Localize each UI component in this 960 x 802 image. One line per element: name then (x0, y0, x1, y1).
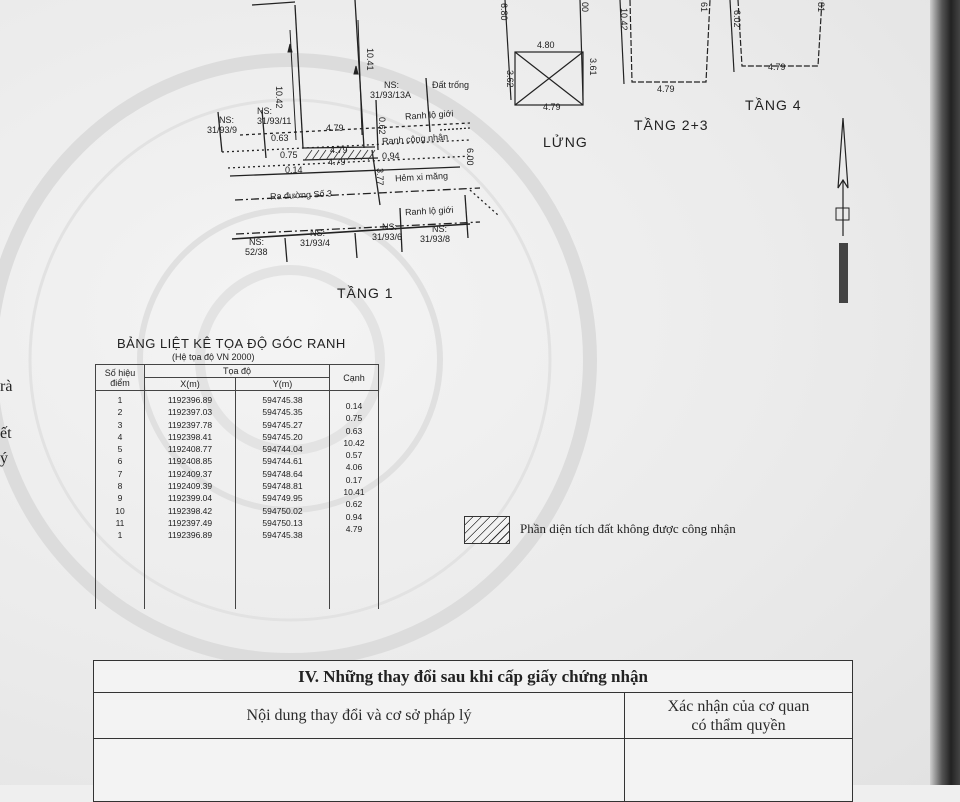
x-coord-cell: 1192397.03 (167, 407, 213, 418)
neighbor-label-31-93-11: NS: 31/93/11 (257, 106, 292, 126)
label-ranh-cong-nhan: Ranh công nhận (381, 131, 449, 147)
dim-top-width: 4.79 (326, 123, 344, 133)
floor-title-ground: TẦNG 1 (337, 285, 394, 301)
dim-right-side: 10.41 (365, 48, 375, 71)
x-coord-cell: 1192398.42 (167, 505, 213, 516)
label-ra-duong-so-3: Ra đường Số 3 (269, 188, 333, 202)
dim-floor4-81: 81 (816, 2, 826, 13)
edge-length-cell: 10.41 (343, 487, 365, 498)
x-coord-cell: 1192409.37 (167, 468, 213, 479)
y-coord-cell: 594744.04 (262, 444, 303, 455)
dim-6-00: 6.00 (465, 148, 475, 166)
neighbor-label-31-93-4: NS: 31/93/4 (300, 228, 331, 248)
x-coord-cell: 1192409.39 (167, 481, 213, 492)
legend-text: Phần diện tích đất không được công nhận (520, 521, 736, 536)
dim-0-75: 0.75 (280, 150, 298, 160)
dim-mid-width: 4.79 (330, 145, 348, 155)
floor-title-floor-4: TẦNG 4 (745, 97, 802, 113)
point-id-cell: 1 (117, 530, 123, 541)
changes-column-content: Nội dung thay đổi và cơ sở pháp lý (94, 693, 625, 738)
dim-0-63: 0.63 (271, 133, 289, 143)
dim-mezz-6-80: 6.80 (499, 3, 509, 21)
edge-length-cell: 0.14 (345, 401, 363, 411)
header-coord: Tọa độ (145, 365, 330, 378)
dim-floor4-width: 4.79 (768, 62, 786, 72)
north-arrow-icon (828, 118, 858, 308)
dim-mezz-00: 00 (580, 2, 590, 13)
y-coord-cell: 594745.35 (262, 407, 303, 418)
x-coord-cell: 1192398.41 (167, 431, 213, 442)
label-ranh-lo-gioi-bottom: Ranh lộ giới (404, 204, 454, 218)
dim-floor23-side: 10.42 (619, 8, 629, 31)
point-id-cell: 4 (117, 431, 123, 442)
neighbor-label-31-93-9: NS: 31/93/9 (207, 115, 238, 135)
left-text-fragment: rà (0, 378, 13, 395)
x-coord-cell: 1192397.78 (167, 419, 213, 430)
point-id-cell: 8 (117, 481, 123, 492)
point-id-cell: 6 (117, 456, 123, 467)
left-text-fragment: ý (0, 450, 8, 467)
label-ranh-lo-gioi-top: Ranh lộ giới (404, 108, 454, 122)
header-edge: Cạnh (330, 365, 379, 391)
changes-content-cell[interactable] (94, 739, 625, 802)
edge-length-cell: 10.42 (343, 437, 365, 448)
floors-2-3-plan (620, 0, 710, 84)
dim-floor4-side: 6.02 (732, 10, 742, 28)
dim-floor23-61: 61 (699, 2, 709, 13)
changes-column-confirm: Xác nhận của cơ quan có thẩm quyền (667, 698, 810, 734)
dim-0-14: 0.14 (285, 165, 303, 175)
neighbor-label-31-93-8: NS: 31/93/8 (420, 224, 451, 244)
y-coord-cell: 594750.13 (262, 517, 303, 528)
x-coord-cell: 1192396.89 (167, 530, 213, 541)
y-coord-cell: 594745.27 (262, 419, 303, 430)
neighbor-label-52-38: NS: 52/38 (245, 237, 268, 257)
y-coord-cell: 594744.61 (262, 456, 303, 467)
dim-floor23-width: 4.79 (657, 84, 675, 94)
coord-table-title: BẢNG LIỆT KÊ TỌA ĐỘ GÓC RANH (117, 336, 346, 351)
label-hem-xi-mang: Hẻm xi măng (394, 170, 449, 184)
dim-0-62: 0.62 (377, 117, 387, 135)
floor-title-floors-2-3: TẦNG 2+3 (634, 117, 709, 133)
edge-length-cell: 0.63 (345, 425, 363, 436)
x-coord-cell: 1192397.49 (167, 517, 213, 528)
dim-left-side: 10.42 (274, 86, 284, 109)
point-id-cell: 1 (117, 395, 123, 405)
header-point: Số hiệu điểm (96, 365, 145, 391)
y-coord-cell: 594749.95 (262, 493, 303, 504)
header-y: Y(m) (236, 378, 330, 391)
left-text-fragment: ết (0, 425, 12, 442)
dim-3-77: 3.77 (375, 168, 385, 186)
coord-table (95, 364, 379, 609)
header-x: X(m) (145, 378, 236, 391)
point-id-cell: 7 (117, 468, 123, 479)
point-id-cell: 5 (117, 444, 123, 455)
y-coord-cell: 594750.02 (262, 505, 303, 516)
y-coord-cell: 594748.64 (262, 468, 303, 479)
x-coord-cell: 1192408.77 (167, 444, 213, 455)
dim-mezz-right: 3.61 (588, 58, 598, 76)
x-coord-cell: 1192396.89 (167, 395, 213, 405)
y-coord-cell: 594745.38 (262, 395, 303, 405)
label-dat-trong: Đất trống (432, 80, 470, 90)
edge-length-cell: 4.06 (345, 462, 363, 473)
y-coord-cell: 594748.81 (262, 481, 303, 492)
edge-length-cell: 0.57 (345, 450, 363, 461)
point-id-cell: 9 (117, 493, 123, 504)
dim-bottom-width: 4.79 (328, 157, 346, 167)
dim-mezz-top: 4.80 (537, 40, 555, 50)
mezzanine-plan (505, 0, 583, 105)
point-id-cell: 2 (117, 407, 123, 418)
column-edges (330, 391, 379, 610)
column-points (96, 391, 145, 610)
neighbor-label-31-93-6: NS: 31/93/6 (372, 222, 403, 242)
x-coord-cell: 1192399.04 (167, 493, 213, 504)
changes-title: IV. Những thay đổi sau khi cấp giấy chứng nhận (94, 661, 852, 693)
column-y (236, 391, 330, 610)
changes-section (93, 660, 853, 802)
dim-mezz-bottom: 4.79 (543, 102, 561, 112)
y-coord-cell: 594745.20 (262, 431, 303, 442)
edge-length-cell: 0.62 (345, 499, 363, 510)
y-coord-cell: 594745.38 (262, 530, 303, 541)
lot-left-boundary (295, 5, 303, 148)
edge-length-cell: 4.79 (345, 523, 363, 534)
point-id-cell: 11 (115, 517, 125, 528)
dim-mezz-left: 3.62 (505, 70, 515, 88)
floor-title-mezzanine: LỬNG (543, 134, 588, 150)
dim-0-94: 0.94 (382, 151, 400, 161)
coord-table-subtitle: (Hệ tọa độ VN 2000) (172, 352, 255, 362)
edge-length-cell: 0.17 (345, 474, 363, 485)
point-id-cell: 10 (115, 505, 125, 516)
edge-length-cell: 0.94 (345, 511, 363, 522)
legend-hatch-swatch (464, 516, 510, 544)
neighbor-label-31-93-13a: NS: 31/93/13A (370, 80, 412, 100)
edge-length-cell: 0.75 (345, 413, 363, 424)
point-id-cell: 3 (117, 419, 123, 430)
column-x (145, 391, 236, 610)
x-coord-cell: 1192408.85 (167, 456, 213, 467)
